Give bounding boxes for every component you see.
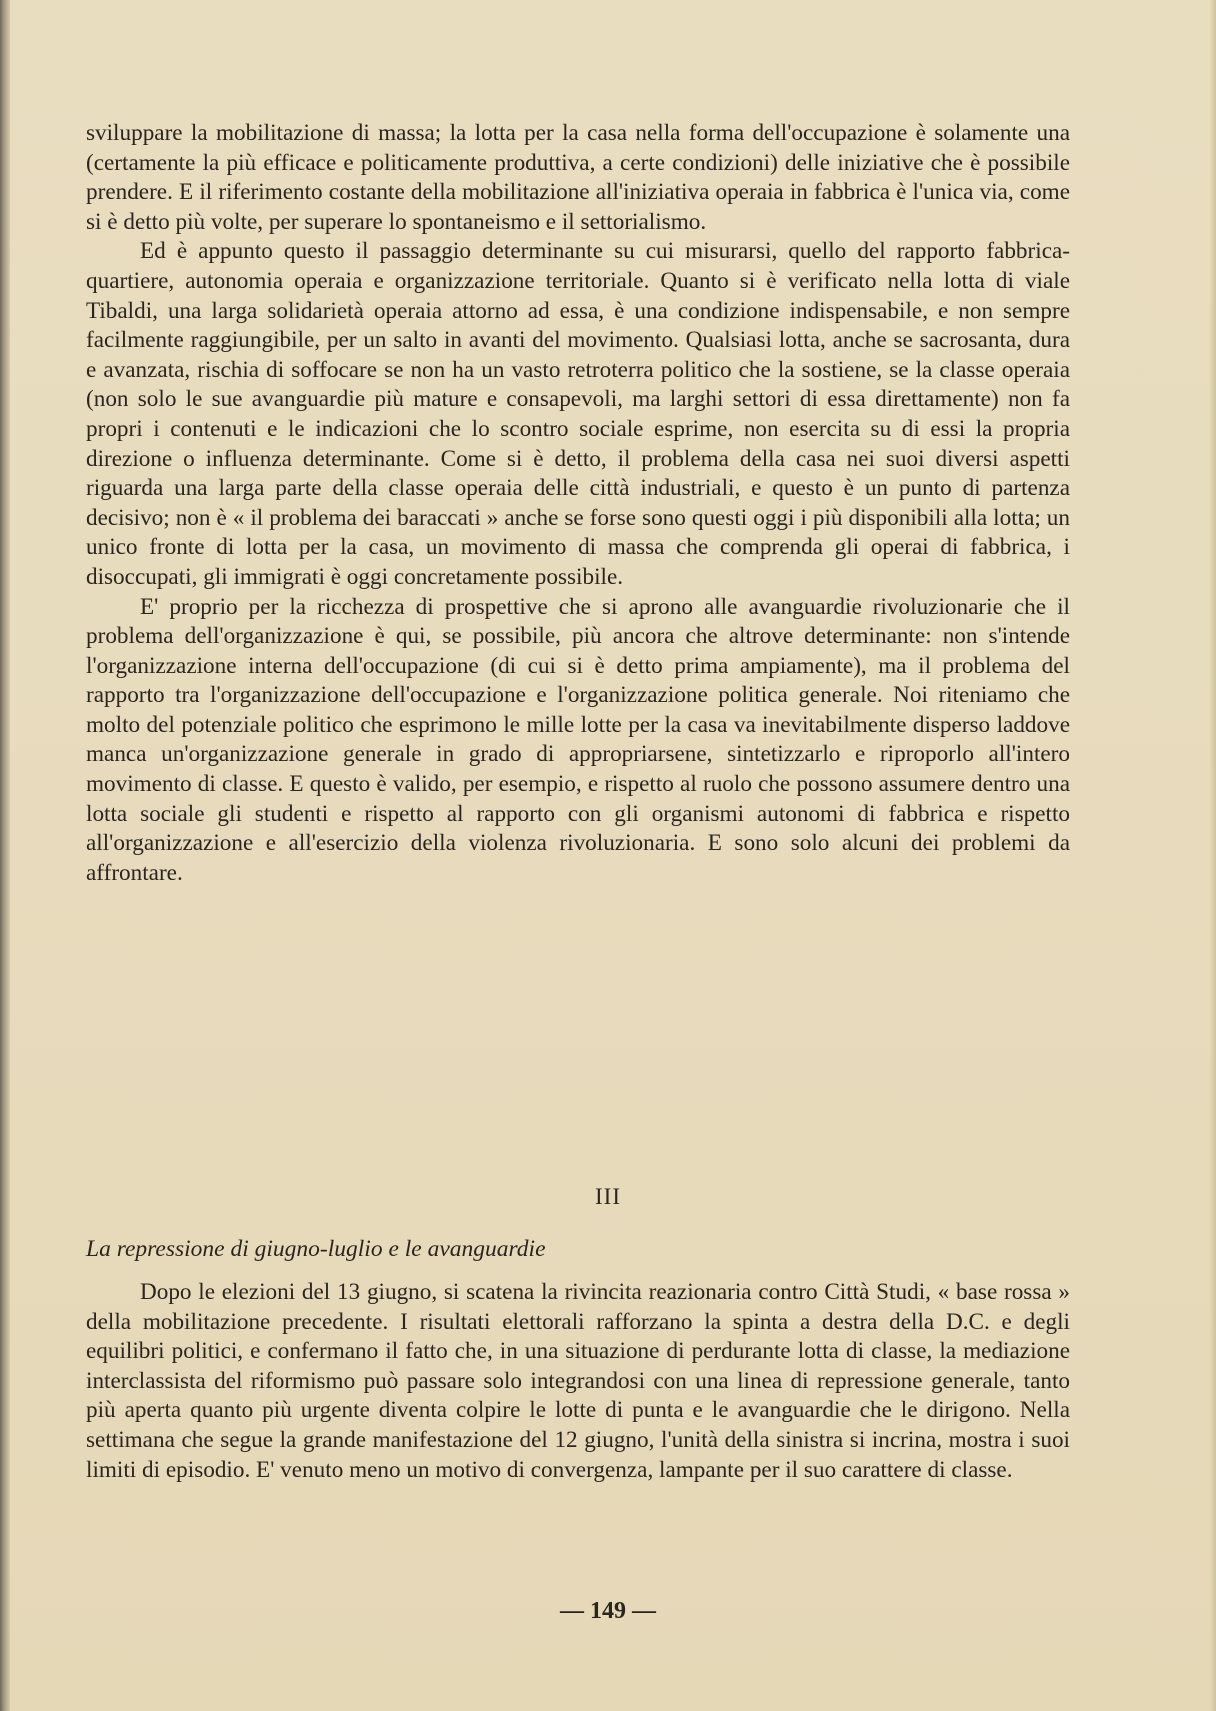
paragraph: Ed è appunto questo il passaggio determinante su cui misurarsi, quello del rapporto fabbrica-quartiere, autonomia operaia e organizzazione territoriale. Quanto si è verificato nella lotta di viale Tibaldi, una larga solidarietà operaia attorno ad essa, è una condizione indispensabile, e non sempre facilmente raggiungibile, per un salto in avanti del movimento. Qualsiasi lotta, anche se sacrosanta, dura e avanzata, rischia di soffocare se non ha un vasto retroterra politico che la sostiene, se la classe operaia (non solo le sue avanguardie più mature e consapevoli, ma larghi settori di essa direttamente) non fa propri i contenuti e le indicazioni che lo scontro sociale esprime, non esercita su di essi la propria direzione o influenza determinante. Come si è detto, il problema della casa nei suoi diversi aspetti riguarda una larga parte della classe operaia delle città industriali, e questo è un punto di partenza decisivo; non è « il problema dei baraccati » anche se forse sono questi oggi i più disponibili alla lotta; un unico fronte di lotta per la casa, un movimento di massa che comprenda gli operai di fabbrica, i disoccupati, gli immigrati è oggi concretamente possibile. xyxy=(86,238,1070,590)
page-right-edge xyxy=(1210,0,1216,1711)
paragraph: Dopo le elezioni del 13 giugno, si scatena la rivincita reazionaria contro Città Studi, « base rossa » della mobilitazione precedente. I risultati elettorali rafforzano la spinta a destra della D.C. e degli equilibri politici, e confermano il fatto che, in una situazione di perdurante lotta di classe, la mediazione interclassista del riformismo può passare solo integrandosi con una linea di repressione generale, tanto più aperta quanto più urgente diventa colpire le lotte di punta e le avanguardie che le dirigono. Nella settimana che segue la grande manifestazione del 12 giugno, l'unità della sinistra si incrina, mostra i suoi limiti di episodio. E' venuto meno un motivo di convergenza, lampante per il suo carattere di classe. xyxy=(86,1279,1070,1483)
paragraph: E' proprio per la ricchezza di prospettive che si aprono alle avanguardie rivoluzionarie che il problema dell'organizzazione è qui, se possibile, più ancora che altrove determinante: non s'intende l'organizzazione interna dell'occupazione (di cui si è detto prima ampiamente), ma il problema del rapporto tra l'organizzazione dell'occupazione e l'organizzazione politica generale. Noi riteniamo che molto del potenziale politico che esprimono le mille lotte per la casa va inevitabilmente disperso laddove manca un'organizzazione generale in grado di appropriarsene, sintetizzarlo e riproporlo all'intero movimento di classe. E questo è valido, per esempio, e rispetto al ruolo che possono assumere dentro una lotta sociale gli studenti e rispetto al rapporto con gli organismi autonomi di fabbrica e rispetto all'organizzazione e all'esercizio della violenza rivoluzionaria. E sono solo alcuni dei problemi da affrontare. xyxy=(86,593,1070,886)
body-text-top xyxy=(86,119,1070,888)
section-number: III xyxy=(595,1184,621,1209)
paragraph: sviluppare la mobilitazione di massa; la lotta per la casa nella forma dell'occupazione è solamente una (certamente la più efficace e politicamente produttiva, a certe condizioni) delle iniziative che è possibile prendere. E il riferimento costante della mobilitazione all'iniziativa operaia in fabbrica è l'unica via, come si è detto più volte, per superare lo spontaneismo e il settorialismo. xyxy=(86,120,1070,235)
body-text-bottom xyxy=(86,1278,1070,1485)
page-number: — 149 — xyxy=(560,1598,656,1624)
page-binding-edge xyxy=(0,0,10,1711)
section-title: La repressione di giugno-luglio e le avanguardie xyxy=(86,1236,546,1262)
